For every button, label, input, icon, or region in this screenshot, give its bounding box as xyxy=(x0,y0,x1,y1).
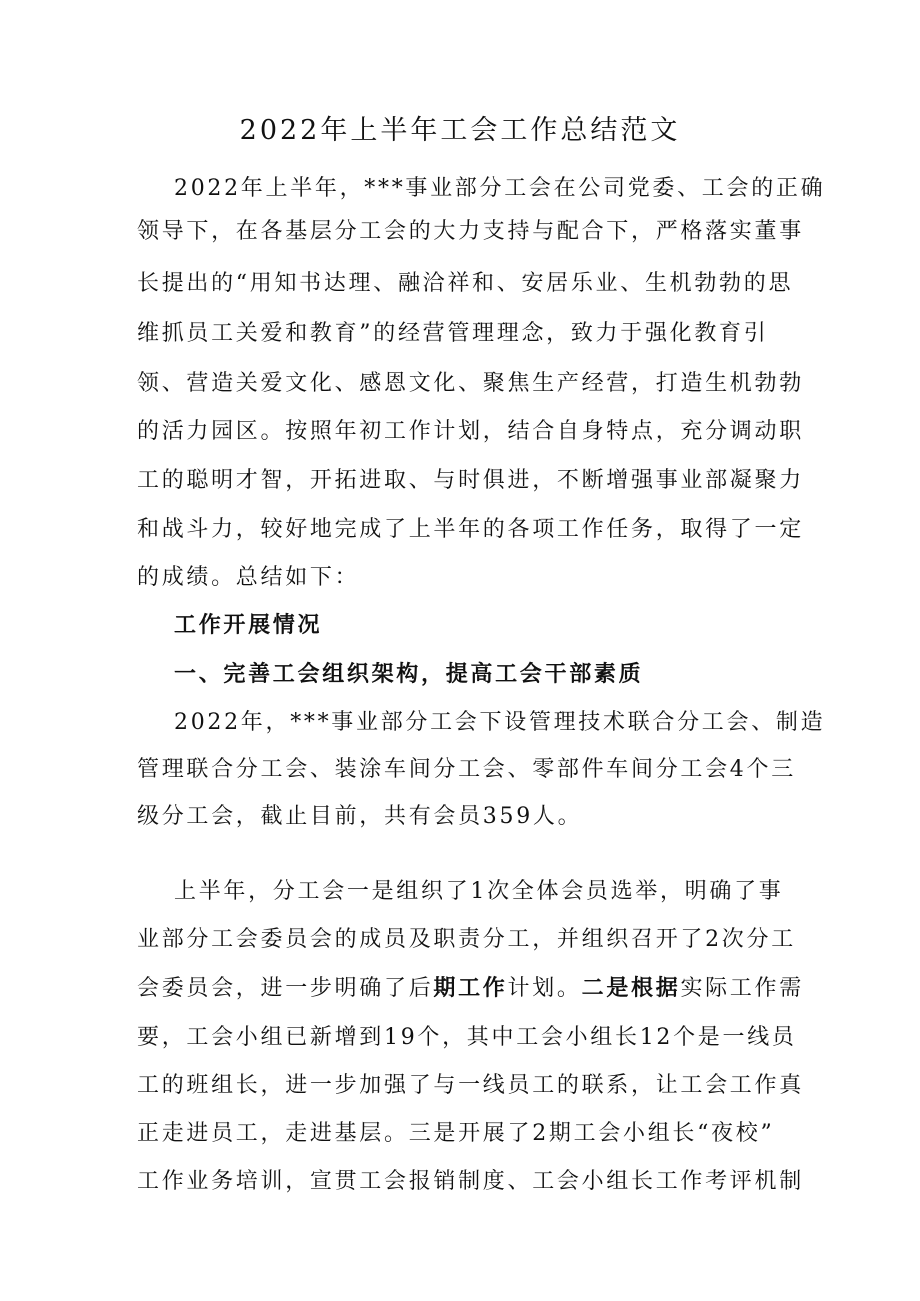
paragraph-line: 级分工会，截止目前，共有会员359人。 xyxy=(137,804,583,829)
paragraph-line xyxy=(137,971,804,1002)
paragraph-line: 工的班组长，进一步加强了与一线员工的联系，让工会工作真 xyxy=(137,1073,804,1098)
paragraph-line: 工作业务培训，宣贯工会报销制度、工会小组长工作考评机制 xyxy=(137,1169,804,1194)
paragraph-line: 领导下，在各基层分工会的大力支持与配合下，严格落实董事 xyxy=(137,219,804,244)
paragraph-line: 正走进员工，走进基层。三是开展了2期工会小组长“夜校” xyxy=(137,1121,775,1146)
paragraph-line: 和战斗力，较好地完成了上半年的各项工作任务，取得了一定 xyxy=(137,517,804,542)
paragraph-line: 的成绩。总结如下： xyxy=(137,565,360,590)
text-run: 实际工作需 xyxy=(680,976,804,1001)
paragraph-line: 的活力园区。按照年初工作计划，结合自身特点，充分调动职 xyxy=(137,419,804,444)
bold-text-run: 期工作 xyxy=(433,975,508,1001)
paragraph-line: 2022年上半年，***事业部分工会在公司党委、工会的正确 xyxy=(174,176,826,201)
paragraph-line: 长提出的“用知书达理、融洽祥和、安居乐业、生机勃勃的思 xyxy=(137,271,794,296)
section-heading: 工作开展情况 xyxy=(174,612,323,638)
paragraph-line: 上半年，分工会一是组织了1次全体会员选举，明确了事 xyxy=(174,879,784,904)
paragraph-line: 2022年，***事业部分工会下设管理技术联合分工会、制造 xyxy=(174,710,826,735)
paragraph-line: 要，工会小组已新增到19个，其中工会小组长12个是一线员 xyxy=(137,1025,797,1050)
paragraph-line: 工的聪明才智，开拓进取、与时俱进，不断增强事业部凝聚力 xyxy=(137,468,804,493)
paragraph-line: 业部分工会委员会的成员及职责分工，并组织召开了2次分工 xyxy=(137,927,796,952)
paragraph-line: 管理联合分工会、装涂车间分工会、零部件车间分工会4个三 xyxy=(137,757,796,782)
bold-text-run: 二是根据 xyxy=(581,975,681,1001)
text-run: 计划。 xyxy=(507,976,582,1001)
text-run: 会委员会，进一步明确了后 xyxy=(137,976,434,1001)
subsection-heading: 一、完善工会组织架构，提高工会干部素质 xyxy=(174,661,644,687)
paragraph-line: 维抓员工关爱和教育”的经营管理理念，致力于强化教育引 xyxy=(137,321,769,346)
document-title: 2022年上半年工会工作总结范文 xyxy=(239,115,681,146)
paragraph-line: 领、营造关爱文化、感恩文化、聚焦生产经营，打造生机勃勃 xyxy=(137,371,804,396)
